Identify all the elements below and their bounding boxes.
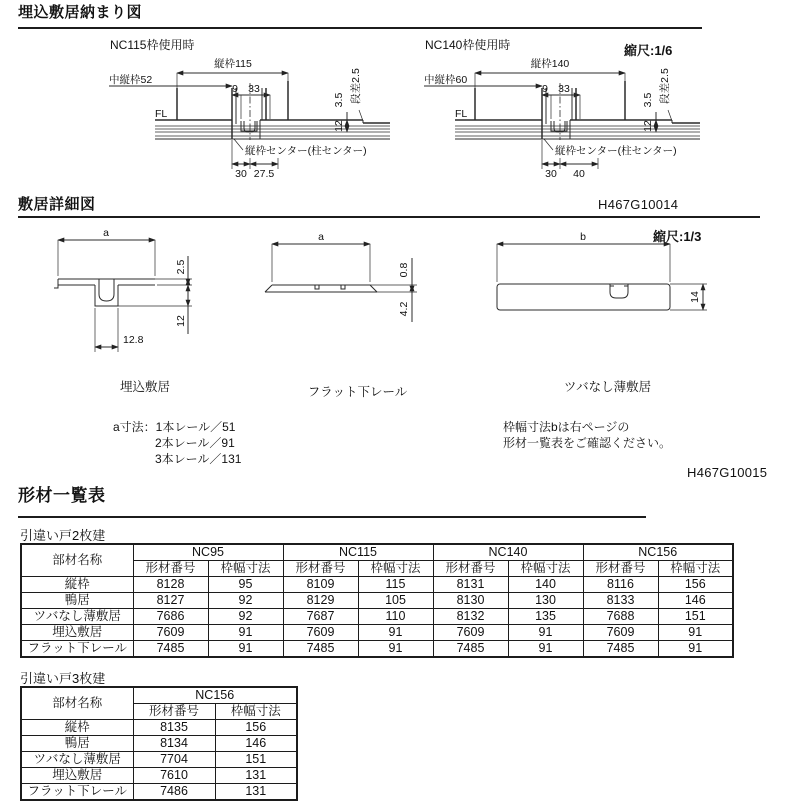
- cell-value: 92: [208, 609, 283, 625]
- dim-label-frame-width: 縦枠140: [530, 58, 570, 70]
- cell-value: 156: [215, 720, 297, 736]
- dim-label-mid-frame: 中縦枠52: [109, 74, 153, 86]
- note-a-line-2: 2本レール／91: [155, 436, 235, 450]
- section-rule-3: [18, 516, 646, 518]
- table-caption-3panel: 引違い戸3枚建: [20, 671, 106, 686]
- col-header-profile-number: 形材番号: [583, 561, 658, 577]
- cell-value: 7687: [283, 609, 358, 625]
- flat-rail-profile-drawing: [255, 230, 430, 345]
- dim-label-step: 段差2.5: [350, 68, 362, 104]
- table-caption-2panel: 引違い戸2枚建: [20, 528, 106, 543]
- col-header-profile-number: 形材番号: [433, 561, 508, 577]
- col-header-profile-number: 形材番号: [283, 561, 358, 577]
- col-group-nc156: NC156: [583, 544, 733, 561]
- cell-value: 146: [215, 736, 297, 752]
- cell-part-name: フラット下レール: [21, 784, 133, 801]
- drawing-title-nc140: NC140枠使用時: [425, 38, 511, 52]
- col-header-frame-width: 枠幅寸法: [215, 704, 297, 720]
- table-row: [21, 609, 733, 625]
- cell-value: 8116: [583, 577, 658, 593]
- note-a-line-3: 3本レール／131: [155, 452, 242, 466]
- profile-label-flat-rail: フラット下レール: [307, 385, 408, 399]
- scale-label-1-6: 縮尺:1/6: [624, 43, 673, 58]
- note-b-dimension: [503, 419, 671, 451]
- note-a-dimension: [113, 419, 241, 467]
- col-header-frame-width: 枠幅寸法: [208, 561, 283, 577]
- scale-label-1-3: 縮尺:1/3: [653, 229, 702, 244]
- dim-label-a: a: [318, 231, 324, 243]
- cell-value: 8132: [433, 609, 508, 625]
- cell-part-name: ツバなし薄敷居: [21, 609, 133, 625]
- cell-value: 91: [358, 641, 433, 658]
- dim-label-frame-width: 縦枠115: [214, 58, 252, 70]
- dim-label-step: 段差2.5: [659, 68, 671, 104]
- cell-value: 131: [215, 784, 297, 801]
- floor-level-label: FL: [455, 108, 468, 120]
- dim-label-9: 9: [542, 83, 548, 95]
- cell-part-name: ツバなし薄敷居: [21, 752, 133, 768]
- drawing-title-nc115: NC115枠使用時: [110, 38, 195, 52]
- cell-value: 8135: [133, 720, 215, 736]
- col-group-nc95: NC95: [133, 544, 283, 561]
- table-row: [21, 577, 733, 593]
- cell-part-name: 埋込敷居: [21, 768, 133, 784]
- col-group-nc140: NC140: [433, 544, 583, 561]
- dim-label-9: 9: [232, 83, 238, 95]
- cell-value: 131: [215, 768, 297, 784]
- col-header-frame-width: 枠幅寸法: [508, 561, 583, 577]
- cell-value: 91: [208, 625, 283, 641]
- embedded-sill-profile-drawing: [40, 226, 220, 376]
- col-header-part-name: 部材名称: [21, 687, 133, 720]
- table-row: [21, 720, 297, 736]
- cell-value: 8131: [433, 577, 508, 593]
- frame-center-label: 縦枠センター(柱センター): [555, 145, 677, 157]
- table-row: [21, 752, 297, 768]
- cell-value: 151: [215, 752, 297, 768]
- dim-label-mid-frame: 中縦枠60: [424, 74, 468, 86]
- col-group-nc156: NC156: [133, 687, 297, 704]
- cell-value: 95: [208, 577, 283, 593]
- doc-number-1: H467G10014: [598, 197, 679, 212]
- section-rule-1: [18, 27, 702, 29]
- cell-value: 7485: [133, 641, 208, 658]
- dim-label-33: 33: [558, 83, 570, 95]
- cell-value: 7485: [283, 641, 358, 658]
- cell-part-name: フラット下レール: [21, 641, 133, 658]
- frame-center-label: 縦枠センター(柱センター): [245, 145, 367, 157]
- profile-label-thin-sill: ツバなし薄敷居: [563, 380, 652, 394]
- dim-label-12: 12: [642, 120, 654, 132]
- dim-label-12: 12: [333, 120, 345, 132]
- cell-value: 8129: [283, 593, 358, 609]
- cell-value: 156: [658, 577, 733, 593]
- floor-level-label: FL: [155, 108, 168, 120]
- parts-table-2panel: [20, 543, 734, 658]
- cell-value: 115: [358, 577, 433, 593]
- dim-label-2-5: 2.5: [175, 259, 187, 275]
- table-row: [21, 593, 733, 609]
- table-row: [21, 784, 297, 801]
- cell-part-name: 縦枠: [21, 577, 133, 593]
- table-row: [21, 768, 297, 784]
- section-rule-2: [18, 216, 760, 218]
- cell-value: 91: [358, 625, 433, 641]
- cell-part-name: 縦枠: [21, 720, 133, 736]
- dim-label-4-2: 4.2: [398, 301, 410, 317]
- cell-value: 7485: [433, 641, 508, 658]
- cell-value: 91: [208, 641, 283, 658]
- col-header-profile-number: 形材番号: [133, 561, 208, 577]
- cell-value: 8127: [133, 593, 208, 609]
- table-header-row-groups: [21, 544, 733, 561]
- cell-value: 92: [208, 593, 283, 609]
- dim-label-3-5: 3.5: [642, 92, 654, 108]
- section-title-detail: 敷居詳細図: [18, 196, 96, 213]
- table-row: [21, 625, 733, 641]
- cell-value: 8109: [283, 577, 358, 593]
- dim-label-14: 14: [689, 291, 701, 303]
- note-a-line-1: a寸法：1本レール／51: [113, 420, 236, 434]
- section-title-materials: 形材一覧表: [18, 486, 106, 505]
- cell-value: 151: [658, 609, 733, 625]
- col-header-frame-width: 枠幅寸法: [658, 561, 733, 577]
- table-header-row-groups: [21, 687, 297, 704]
- cell-value: 7486: [133, 784, 215, 801]
- cell-value: 8134: [133, 736, 215, 752]
- parts-table-3panel: [20, 686, 298, 801]
- cell-value: 7686: [133, 609, 208, 625]
- col-header-part-name: 部材名称: [21, 544, 133, 577]
- dim-label-12-8: 12.8: [123, 334, 144, 346]
- cell-value: 91: [658, 641, 733, 658]
- dim-label-33: 33: [248, 83, 260, 95]
- cell-value: 7609: [133, 625, 208, 641]
- cell-part-name: 鴨居: [21, 736, 133, 752]
- cell-value: 91: [508, 641, 583, 658]
- dim-label-b: b: [580, 231, 586, 243]
- cell-value: 8130: [433, 593, 508, 609]
- cell-value: 7610: [133, 768, 215, 784]
- nc115-installation-drawing: [95, 36, 405, 191]
- dim-label-27-5: 27.5: [253, 168, 275, 180]
- dim-label-40: 40: [573, 168, 585, 180]
- cell-value: 110: [358, 609, 433, 625]
- col-header-profile-number: 形材番号: [133, 704, 215, 720]
- cell-value: 130: [508, 593, 583, 609]
- cell-value: 7485: [583, 641, 658, 658]
- cell-value: 91: [658, 625, 733, 641]
- cell-value: 146: [658, 593, 733, 609]
- table-row: [21, 736, 297, 752]
- cell-value: 7609: [583, 625, 658, 641]
- cell-value: 105: [358, 593, 433, 609]
- note-b-line-2: 形材一覧表をご確認ください。: [503, 436, 672, 450]
- cell-value: 7609: [433, 625, 508, 641]
- col-group-nc115: NC115: [283, 544, 433, 561]
- cell-part-name: 埋込敷居: [21, 625, 133, 641]
- cell-part-name: 鴨居: [21, 593, 133, 609]
- note-b-line-1: 枠幅寸法bは右ページの: [503, 420, 630, 434]
- dim-label-a: a: [103, 227, 109, 239]
- nc140-installation-drawing: [410, 36, 710, 191]
- cell-value: 91: [508, 625, 583, 641]
- dim-label-30: 30: [545, 168, 557, 180]
- dim-label-30: 30: [235, 168, 247, 180]
- dim-label-3-5: 3.5: [333, 92, 345, 108]
- cell-value: 135: [508, 609, 583, 625]
- table-row: [21, 641, 733, 658]
- dim-label-12: 12: [175, 315, 187, 327]
- cell-value: 7688: [583, 609, 658, 625]
- cell-value: 140: [508, 577, 583, 593]
- dim-label-0-8: 0.8: [398, 262, 410, 278]
- doc-number-2: H467G10015: [687, 465, 768, 480]
- cell-value: 8128: [133, 577, 208, 593]
- cell-value: 8133: [583, 593, 658, 609]
- cell-value: 7704: [133, 752, 215, 768]
- cell-value: 7609: [283, 625, 358, 641]
- thin-sill-profile-drawing: [485, 230, 725, 335]
- section-title-installation: 埋込敷居納まり図: [18, 4, 143, 21]
- profile-label-embedded-sill: 埋込敷居: [119, 380, 170, 394]
- col-header-frame-width: 枠幅寸法: [358, 561, 433, 577]
